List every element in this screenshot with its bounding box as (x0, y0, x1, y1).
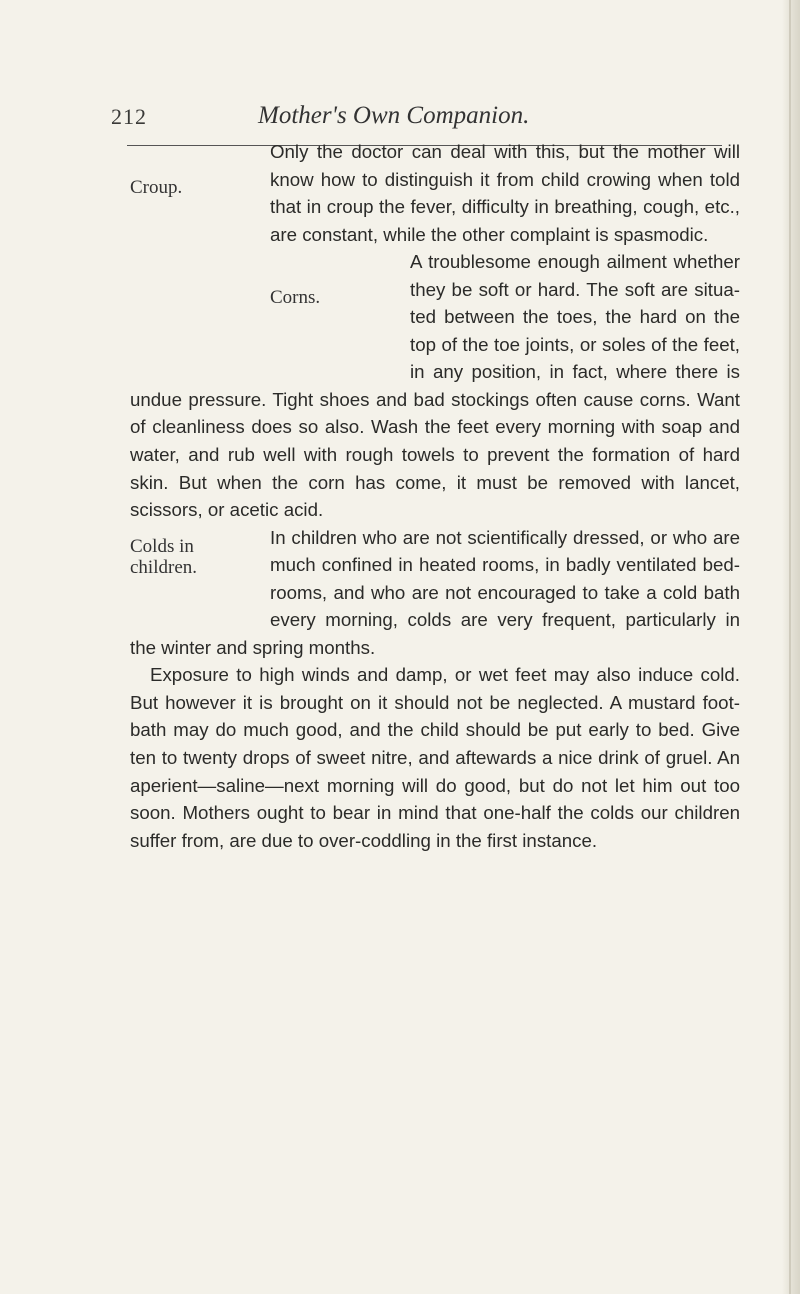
paragraph-corns (130, 248, 740, 523)
sidenote-colds-line1: Colds in (130, 535, 194, 557)
corns-text: A troublesome enough ailment whether they be soft or hard. The soft are situated between the toes, the hard on the top of the toe joints, or soles of the feet, in any position, in fact, where there is undue pressure. Tight shoes and bad stockings often cause corns. Want of cleanliness does so also. Wash the feet every morning with soap and water, and rub well with rough towels to prevent the formation of hard skin. But when the corn has come, it must be removed with lancet, scissors, or acetic acid. (130, 251, 740, 521)
sidenote-colds (130, 536, 270, 617)
paragraph-colds (130, 524, 740, 662)
croup-text: Only the doctor can deal with this, but the mother will know how to distinguish it from child crowing when told that in croup the fever, difficulty in breathing, cough, etc., are constant, while the other complaint is spasmodic. (270, 141, 740, 245)
page-number: 212 (111, 104, 147, 129)
sidenote-croup: Croup. (130, 177, 183, 198)
exposure-text: Exposure to high winds and damp, or wet feet may also induce cold. But however it is brought on it should not be neglected. A mustard foot-bath may do much good, and the child should be put early to bed. Give ten to twenty drops of sweet nitre, and aftewards a nice drink of gruel. An aperient—saline—next morning will do good, but do not let him out too soon. Mothers ought to bear in mind that one-half the colds our children suffer from, are due to over-coddling in the first instance. (130, 664, 740, 851)
page-edge-shadow (782, 0, 800, 1294)
paragraph-croup (130, 138, 740, 248)
page-edge-line (789, 0, 791, 1294)
sidenote-colds-line2: children. (130, 556, 198, 578)
colds-text: In children who are not scientifically dressed, or who are much confined in heated rooms, in badly ventilated bedrooms, and who are not encouraged to take a cold bath every morning, colds are very frequent, particularly in the winter and spring months. (130, 526, 740, 658)
body-text (130, 138, 740, 854)
sidenote-corns: Corns. (270, 287, 321, 309)
book-title: Mother's Own Companion. (258, 102, 530, 129)
running-head (0, 104, 800, 134)
paragraph-exposure (130, 661, 740, 854)
